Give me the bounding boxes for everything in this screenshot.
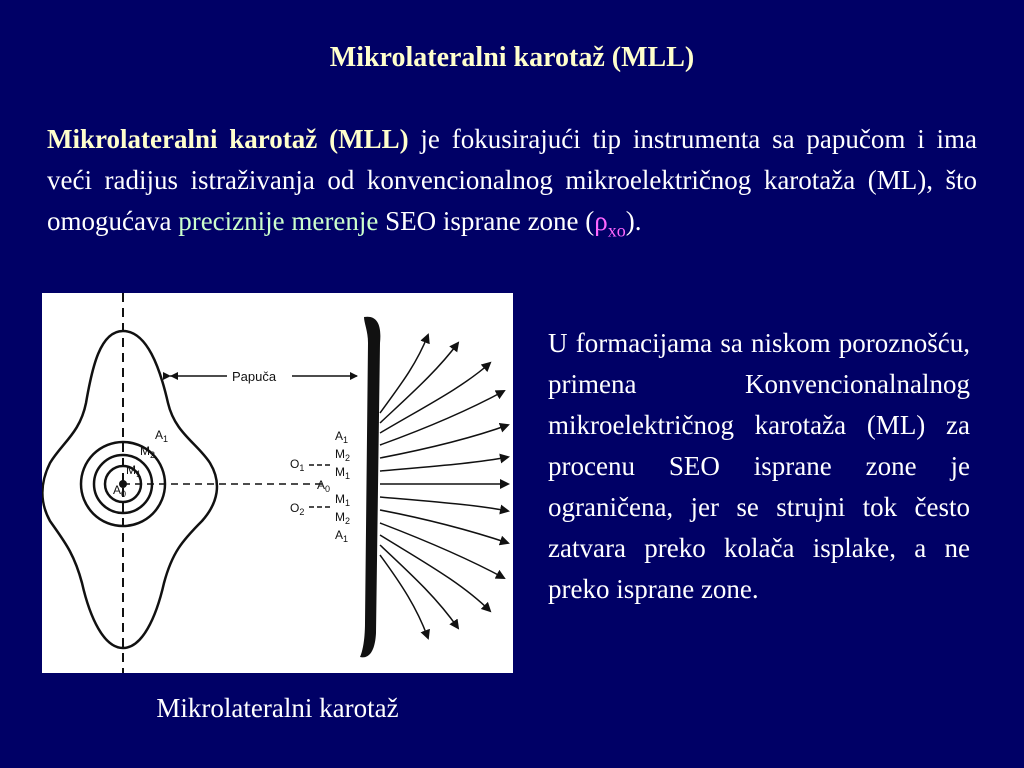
intro-bold-term: Mikrolateralni karotaž (MLL) bbox=[47, 124, 409, 154]
right-paragraph: U formacijama sa niskom poroznošću, primena Konvencionalnalnog mikroelektričnog karotaža (ML) za procenu SEO isprane zone je ograničena, jer se strujni tok često zatvara preko kolača isplake, a ne preko isprane zone. bbox=[548, 328, 970, 604]
current-line bbox=[380, 510, 508, 543]
current-line bbox=[380, 391, 504, 445]
intro-text-1: je fokusirajući tip instrumenta sa papučom i ima veći radijus istraživanja od konvencionalnog mikroelektričnog karotaža (ML), što omogućava bbox=[47, 124, 978, 236]
current-lines bbox=[380, 335, 508, 638]
mll-diagram bbox=[42, 293, 513, 673]
current-line bbox=[380, 457, 508, 471]
figure-caption: Mikrolateralni karotaž bbox=[156, 693, 399, 723]
label-m2-bottom: $M_2$ bbox=[335, 510, 351, 526]
pad-side-view bbox=[360, 317, 380, 658]
label-o1: $O_1$ bbox=[290, 457, 305, 473]
rho-symbol bbox=[594, 206, 626, 241]
label-a1-left: $A_1$ bbox=[155, 428, 169, 444]
slide-title: Mikrolateralni karotaž (MLL) bbox=[329, 42, 695, 73]
current-line bbox=[380, 497, 508, 511]
intro-highlight: preciznije merenje bbox=[178, 206, 379, 236]
current-line bbox=[380, 363, 490, 433]
label-a1-bottom: $A_1$ bbox=[335, 528, 349, 544]
label-o2: $O_2$ bbox=[290, 501, 305, 517]
label-m2-top: $M_2$ bbox=[335, 447, 351, 463]
pad-label: Papuča bbox=[232, 369, 277, 384]
mll-diagram-svg bbox=[42, 293, 513, 673]
rho-letter: ρ bbox=[594, 206, 608, 236]
intro-text-2: SEO isprane zone ( bbox=[378, 206, 595, 236]
pad-outline bbox=[43, 331, 217, 648]
intro-paragraph bbox=[47, 119, 977, 251]
current-line bbox=[380, 425, 508, 458]
label-a1-top: $A_1$ bbox=[335, 429, 349, 445]
label-m1-left: $M_1$ bbox=[126, 463, 142, 479]
rho-subscript: xo bbox=[607, 220, 626, 241]
intro-text-3: ). bbox=[625, 206, 642, 236]
label-m1-top: $M_1$ bbox=[335, 465, 351, 481]
label-a0-left: $A_0$ bbox=[113, 483, 127, 499]
current-line bbox=[380, 523, 504, 578]
label-a0-side: $A_0$ bbox=[317, 478, 331, 494]
label-m2-left: $M_2$ bbox=[140, 444, 156, 460]
pad-arrow-head-left bbox=[170, 372, 178, 380]
label-m1-bottom: $M_1$ bbox=[335, 492, 351, 508]
